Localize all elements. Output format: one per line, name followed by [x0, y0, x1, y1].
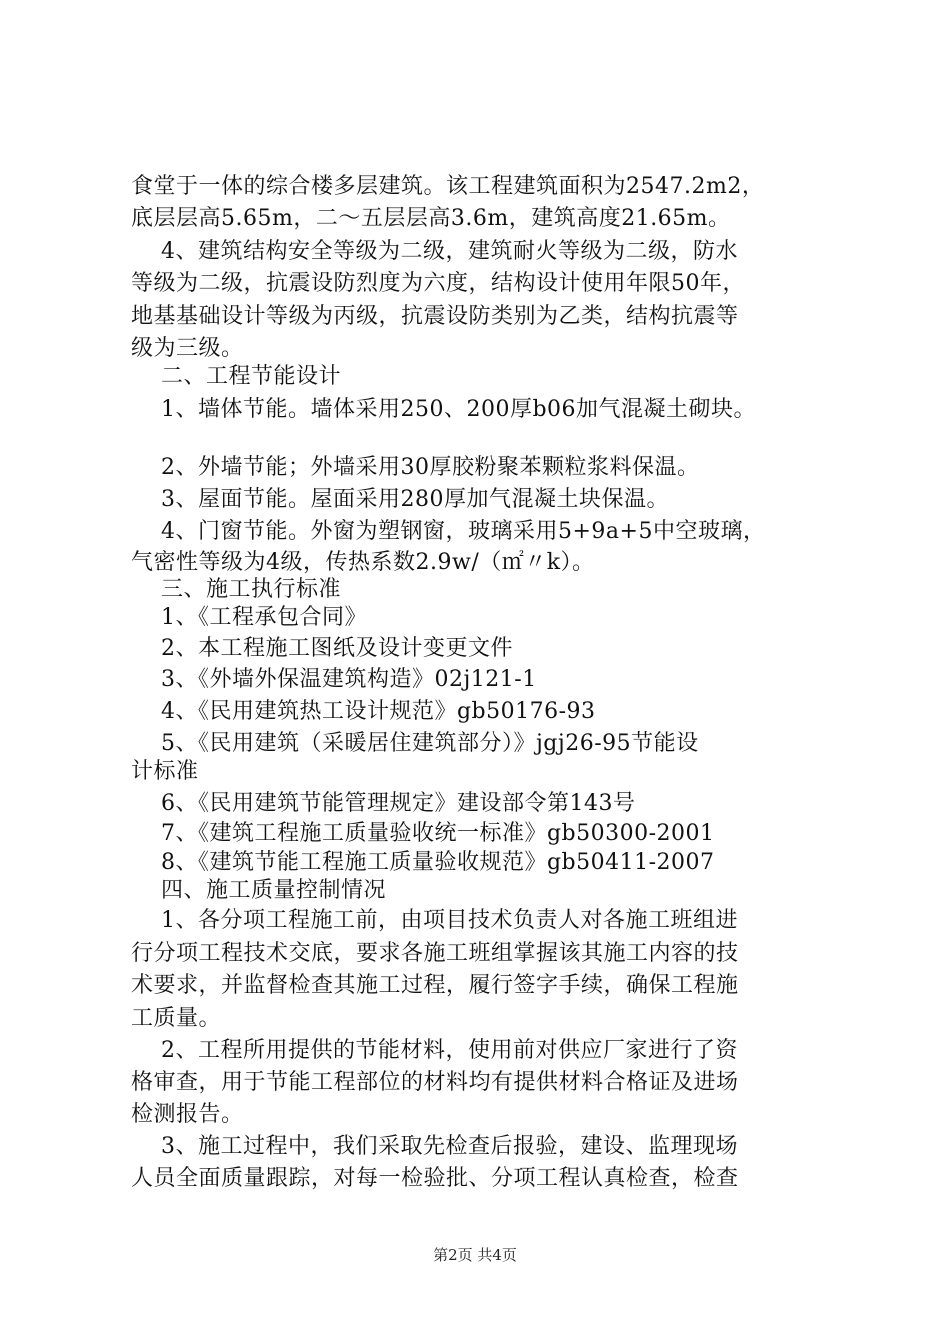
- text-line: 底层层高5.65m，二～五层层高3.6m，建筑高度21.65m。: [131, 206, 731, 231]
- text-line: 食堂于一体的综合楼多层建筑。该工程建筑面积为2547.2m2，: [131, 174, 765, 199]
- text-line: 2、本工程施工图纸及设计变更文件: [131, 636, 513, 661]
- text-line: 格审查，用于节能工程部位的材料均有提供材料合格证及进场: [131, 1070, 739, 1095]
- text-line: 级为三级。: [131, 336, 244, 361]
- text-line: 等级为二级，抗震设防烈度为六度，结构设计使用年限50年，: [131, 271, 745, 296]
- text-line: 4、建筑结构安全等级为二级，建筑耐火等级为二级，防水: [131, 239, 738, 264]
- section-heading: 四、施工质量控制情况: [131, 878, 386, 903]
- text-line: 3、屋面节能。屋面采用280厚加气混凝土块保温。: [131, 487, 669, 512]
- text-line: 4、门窗节能。外窗为塑钢窗，玻璃采用5+9a+5中空玻璃，: [131, 519, 766, 544]
- text-line: 1、墙体节能。墙体采用250、200厚b06加气混凝土砌块。: [131, 397, 757, 422]
- text-line: 8、《建筑节能工程施工质量验收规范》gb50411-2007: [131, 850, 715, 875]
- text-line: 2、外墙节能；外墙采用30厚胶粉聚苯颗粒浆料保温。: [131, 455, 700, 480]
- text-line: 4、《民用建筑热工设计规范》gb50176-93: [131, 699, 596, 724]
- text-line: 3、《外墙外保温建筑构造》02j121-1: [131, 667, 537, 692]
- text-line: 1、各分项工程施工前，由项目技术负责人对各施工班组进: [131, 908, 738, 933]
- text-line: 6、《民用建筑节能管理规定》建设部令第143号: [131, 791, 636, 816]
- text-line: 检测报告。: [131, 1102, 244, 1127]
- text-line: 气密性等级为4级，传热系数2.9w/（㎡〃k）。: [131, 550, 595, 575]
- text-line: 7、《建筑工程施工质量验收统一标准》gb50300-2001: [131, 821, 715, 846]
- section-heading: 二、工程节能设计: [131, 364, 341, 389]
- text-line: 人员全面质量跟踪，对每一检验批、分项工程认真检查，检查: [131, 1166, 739, 1191]
- section-heading: 三、施工执行标准: [131, 577, 341, 602]
- text-line: 3、施工过程中，我们采取先检查后报验，建设、监理现场: [131, 1134, 738, 1159]
- text-line: 工质量。: [131, 1006, 222, 1031]
- text-line: 行分项工程技术交底，要求各施工班组掌握该其施工内容的技: [131, 941, 739, 966]
- text-line: 1、《工程承包合同》: [131, 605, 367, 630]
- text-line: 术要求，并监督检查其施工过程，履行签字手续，确保工程施: [131, 973, 739, 998]
- text-line: 5、《民用建筑（采暖居住建筑部分）》jgj26-95节能设: [131, 731, 699, 756]
- text-line: 2、工程所用提供的节能材料，使用前对供应厂家进行了资: [131, 1038, 738, 1063]
- text-line: 地基基础设计等级为丙级，抗震设防类别为乙类，结构抗震等: [131, 304, 739, 329]
- text-line: 计标准: [131, 759, 199, 784]
- page-number: 第2页 共4页: [433, 1246, 517, 1264]
